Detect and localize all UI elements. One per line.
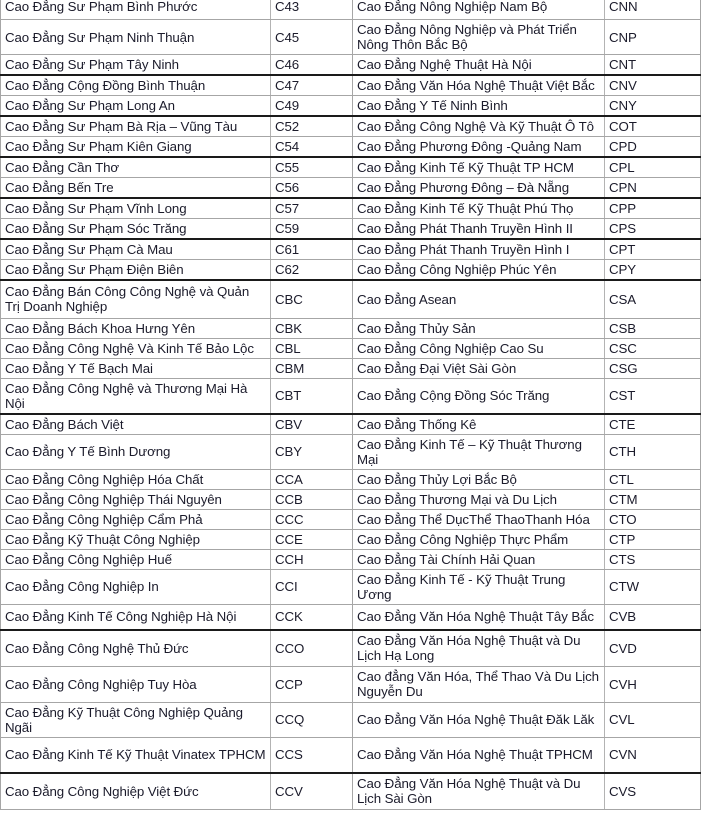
- table-row: [1, 20, 701, 55]
- cell-school-code-left: C61: [271, 239, 353, 260]
- cell-school-name-left: Cao Đẳng Bán Công Công Nghệ và Quản Trị Doanh Nghiệp: [1, 280, 271, 318]
- cell-school-code-right: COT: [605, 116, 701, 137]
- table-row: [1, 434, 701, 469]
- cell-school-name-left: Cao Đẳng Kỹ Thuật Công Nghiệp Quảng Ngãi: [1, 702, 271, 737]
- cell-school-name-left: Cao Đẳng Sư Phạm Ninh Thuận: [1, 20, 271, 55]
- cell-school-code-right: CPP: [605, 198, 701, 219]
- cell-school-code-left: C59: [271, 219, 353, 240]
- cell-school-name-left: Cao Đẳng Sư Phạm Cà Mau: [1, 239, 271, 260]
- cell-school-code-right: CSC: [605, 338, 701, 358]
- cell-school-name-left: Cao Đẳng Kinh Tế Công Nghiệp Hà Nội: [1, 604, 271, 630]
- cell-school-code-left: C46: [271, 55, 353, 76]
- table-row: [1, 178, 701, 199]
- cell-school-code-right: CTO: [605, 509, 701, 529]
- cell-school-code-left: CCA: [271, 469, 353, 489]
- cell-school-code-right: CTH: [605, 434, 701, 469]
- cell-school-code-right: CNP: [605, 20, 701, 55]
- table-row: [1, 702, 701, 737]
- cell-school-code-left: CBL: [271, 338, 353, 358]
- cell-school-name-right: Cao Đẳng Văn Hóa Nghệ Thuật TPHCM: [353, 737, 605, 773]
- cell-school-code-left: CCI: [271, 569, 353, 604]
- table-row: [1, 75, 701, 96]
- cell-school-code-right: CTE: [605, 414, 701, 435]
- table-row: [1, 116, 701, 137]
- cell-school-name-right: Cao Đẳng Nông Nghiệp Nam Bộ: [353, 0, 605, 20]
- cell-school-name-left: Cao Đẳng Y Tế Bình Dương: [1, 434, 271, 469]
- cell-school-name-left: Cao Đẳng Kỹ Thuật Công Nghiệp: [1, 529, 271, 549]
- cell-school-name-right: Cao Đẳng Đại Việt Sài Gòn: [353, 358, 605, 378]
- cell-school-name-right: Cao Đẳng Công Nghiệp Phúc Yên: [353, 260, 605, 281]
- table-row: [1, 529, 701, 549]
- table-row: [1, 489, 701, 509]
- cell-school-code-right: CNN: [605, 0, 701, 20]
- cell-school-code-right: CPS: [605, 219, 701, 240]
- table-row: [1, 198, 701, 219]
- cell-school-name-right: Cao Đẳng Nông Nghiệp và Phát Triển Nông Thôn Bắc Bộ: [353, 20, 605, 55]
- cell-school-code-right: CNY: [605, 96, 701, 117]
- cell-school-code-left: CCV: [271, 773, 353, 809]
- cell-school-code-right: CVN: [605, 737, 701, 773]
- table-row: [1, 358, 701, 378]
- table-row: [1, 630, 701, 666]
- cell-school-name-left: Cao Đẳng Sư Phạm Tây Ninh: [1, 55, 271, 76]
- cell-school-name-left: Cao Đẳng Sư Phạm Kiên Giang: [1, 137, 271, 158]
- cell-school-code-left: CCP: [271, 666, 353, 702]
- table-row: [1, 338, 701, 358]
- cell-school-name-right: Cao Đẳng Kinh Tế Kỹ Thuật TP HCM: [353, 157, 605, 178]
- cell-school-code-left: C43: [271, 0, 353, 20]
- cell-school-name-left: Cao Đẳng Sư Phạm Long An: [1, 96, 271, 117]
- cell-school-name-left: Cao Đẳng Công Nghiệp Huế: [1, 549, 271, 569]
- cell-school-code-right: CNV: [605, 75, 701, 96]
- cell-school-name-right: Cao Đẳng Cộng Đồng Sóc Trăng: [353, 378, 605, 414]
- cell-school-name-right: Cao Đẳng Văn Hóa Nghệ Thuật Việt Bắc: [353, 75, 605, 96]
- cell-school-code-right: CVD: [605, 630, 701, 666]
- table-row: [1, 219, 701, 240]
- cell-school-name-left: Cao Đẳng Công Nghiệp Tuy Hòa: [1, 666, 271, 702]
- table-row: [1, 509, 701, 529]
- table-row: [1, 469, 701, 489]
- cell-school-code-right: CSA: [605, 280, 701, 318]
- cell-school-name-right: Cao Đẳng Y Tế Ninh Bình: [353, 96, 605, 117]
- cell-school-code-left: CBC: [271, 280, 353, 318]
- cell-school-code-left: CBM: [271, 358, 353, 378]
- cell-school-code-left: C56: [271, 178, 353, 199]
- table-row: [1, 318, 701, 338]
- table-row: [1, 239, 701, 260]
- cell-school-code-right: CTL: [605, 469, 701, 489]
- cell-school-code-right: CTS: [605, 549, 701, 569]
- cell-school-name-right: Cao Đẳng Phát Thanh Truyền Hình II: [353, 219, 605, 240]
- cell-school-name-left: Cao Đẳng Cộng Đồng Bình Thuận: [1, 75, 271, 96]
- cell-school-code-right: CTM: [605, 489, 701, 509]
- cell-school-code-right: CPD: [605, 137, 701, 158]
- cell-school-name-left: Cao Đẳng Công Nghệ Và Kinh Tế Bảo Lộc: [1, 338, 271, 358]
- cell-school-name-right: Cao Đẳng Công Nghiệp Thực Phẩm: [353, 529, 605, 549]
- cell-school-name-right: Cao Đẳng Văn Hóa Nghệ Thuật và Du Lịch Hạ Long: [353, 630, 605, 666]
- cell-school-name-right: Cao Đẳng Kinh Tế - Kỹ Thuật Trung Ương: [353, 569, 605, 604]
- cell-school-name-left: Cao Đẳng Công Nghiệp Thái Nguyên: [1, 489, 271, 509]
- cell-school-name-right: Cao đẳng Văn Hóa, Thể Thao Và Du Lịch Nguyễn Du: [353, 666, 605, 702]
- table-row: [1, 0, 701, 20]
- cell-school-code-left: CCK: [271, 604, 353, 630]
- cell-school-code-right: CPN: [605, 178, 701, 199]
- cell-school-name-left: Cao Đẳng Công Nghệ Thủ Đức: [1, 630, 271, 666]
- cell-school-code-left: CBT: [271, 378, 353, 414]
- table-row: [1, 737, 701, 773]
- cell-school-code-left: C49: [271, 96, 353, 117]
- cell-school-name-right: Cao Đẳng Thương Mại và Du Lịch: [353, 489, 605, 509]
- cell-school-name-right: Cao Đẳng Kinh Tế – Kỹ Thuật Thương Mại: [353, 434, 605, 469]
- cell-school-code-left: C62: [271, 260, 353, 281]
- cell-school-name-left: Cao Đẳng Sư Phạm Bình Phước: [1, 0, 271, 20]
- cell-school-code-left: C52: [271, 116, 353, 137]
- table-row: [1, 260, 701, 281]
- cell-school-name-right: Cao Đẳng Văn Hóa Nghệ Thuật Tây Bắc: [353, 604, 605, 630]
- table-row: [1, 604, 701, 630]
- cell-school-name-right: Cao Đẳng Nghệ Thuật Hà Nội: [353, 55, 605, 76]
- cell-school-name-right: Cao Đẳng Văn Hóa Nghệ Thuật và Du Lịch Sài Gòn: [353, 773, 605, 809]
- cell-school-name-right: Cao Đẳng Thủy Lợi Bắc Bộ: [353, 469, 605, 489]
- cell-school-name-right: Cao Đẳng Thống Kê: [353, 414, 605, 435]
- cell-school-name-right: Cao Đẳng Kinh Tế Kỹ Thuật Phú Thọ: [353, 198, 605, 219]
- cell-school-code-right: CSB: [605, 318, 701, 338]
- cell-school-name-right: Cao Đẳng Phương Đông – Đà Nẵng: [353, 178, 605, 199]
- cell-school-code-right: CPY: [605, 260, 701, 281]
- table-row: [1, 378, 701, 414]
- cell-school-code-left: CBK: [271, 318, 353, 338]
- cell-school-name-right: Cao Đẳng Phương Đông -Quảng Nam: [353, 137, 605, 158]
- cell-school-code-left: CCB: [271, 489, 353, 509]
- cell-school-code-right: CVH: [605, 666, 701, 702]
- cell-school-code-right: CTW: [605, 569, 701, 604]
- table-row: [1, 414, 701, 435]
- cell-school-name-left: Cao Đẳng Sư Phạm Điện Biên: [1, 260, 271, 281]
- cell-school-code-left: CCH: [271, 549, 353, 569]
- cell-school-code-left: CBV: [271, 414, 353, 435]
- cell-school-code-right: CTP: [605, 529, 701, 549]
- cell-school-code-left: C55: [271, 157, 353, 178]
- cell-school-code-left: C47: [271, 75, 353, 96]
- cell-school-name-right: Cao Đẳng Phát Thanh Truyền Hình I: [353, 239, 605, 260]
- cell-school-code-left: C54: [271, 137, 353, 158]
- cell-school-name-left: Cao Đẳng Cần Thơ: [1, 157, 271, 178]
- cell-school-name-left: Cao Đẳng Sư Phạm Vĩnh Long: [1, 198, 271, 219]
- table-row: [1, 549, 701, 569]
- cell-school-code-left: CCS: [271, 737, 353, 773]
- table-row: [1, 569, 701, 604]
- cell-school-name-left: Cao Đẳng Công Nghiệp Hóa Chất: [1, 469, 271, 489]
- cell-school-code-left: CCE: [271, 529, 353, 549]
- cell-school-name-left: Cao Đẳng Sư Phạm Bà Rịa – Vũng Tàu: [1, 116, 271, 137]
- cell-school-name-right: Cao Đẳng Công Nghiệp Cao Su: [353, 338, 605, 358]
- cell-school-name-right: Cao Đẳng Thể DụcThể ThaoThanh Hóa: [353, 509, 605, 529]
- cell-school-name-right: Cao Đẳng Asean: [353, 280, 605, 318]
- table-row: [1, 55, 701, 76]
- cell-school-name-right: Cao Đẳng Công Nghệ Và Kỹ Thuật Ô Tô: [353, 116, 605, 137]
- cell-school-code-left: CBY: [271, 434, 353, 469]
- cell-school-name-left: Cao Đẳng Y Tế Bạch Mai: [1, 358, 271, 378]
- cell-school-code-right: CVB: [605, 604, 701, 630]
- cell-school-code-left: C45: [271, 20, 353, 55]
- table-row: [1, 773, 701, 809]
- cell-school-name-right: Cao Đẳng Văn Hóa Nghệ Thuật Đăk Lăk: [353, 702, 605, 737]
- table-row: [1, 137, 701, 158]
- cell-school-name-right: Cao Đẳng Tài Chính Hải Quan: [353, 549, 605, 569]
- cell-school-name-left: Cao Đẳng Kinh Tế Kỹ Thuật Vinatex TPHCM: [1, 737, 271, 773]
- cell-school-code-left: C57: [271, 198, 353, 219]
- cell-school-code-left: CCO: [271, 630, 353, 666]
- cell-school-code-right: CPT: [605, 239, 701, 260]
- cell-school-code-left: CCC: [271, 509, 353, 529]
- cell-school-code-right: CST: [605, 378, 701, 414]
- cell-school-name-right: Cao Đẳng Thủy Sản: [353, 318, 605, 338]
- cell-school-code-right: CVL: [605, 702, 701, 737]
- cell-school-name-left: Cao Đẳng Công Nghệ và Thương Mại Hà Nội: [1, 378, 271, 414]
- table-row: [1, 666, 701, 702]
- table-row: [1, 280, 701, 318]
- cell-school-name-left: Cao Đẳng Bách Khoa Hưng Yên: [1, 318, 271, 338]
- cell-school-code-right: CNT: [605, 55, 701, 76]
- table-row: [1, 157, 701, 178]
- cell-school-code-right: CSG: [605, 358, 701, 378]
- cell-school-code-right: CPL: [605, 157, 701, 178]
- cell-school-name-left: Cao Đẳng Bến Tre: [1, 178, 271, 199]
- cell-school-name-left: Cao Đẳng Công Nghiệp Cẩm Phả: [1, 509, 271, 529]
- cell-school-name-left: Cao Đẳng Bách Việt: [1, 414, 271, 435]
- cell-school-name-left: Cao Đẳng Công Nghiệp In: [1, 569, 271, 604]
- cell-school-code-left: CCQ: [271, 702, 353, 737]
- cell-school-name-left: Cao Đẳng Sư Phạm Sóc Trăng: [1, 219, 271, 240]
- table-row: [1, 96, 701, 117]
- cell-school-name-left: Cao Đẳng Công Nghiệp Việt Đức: [1, 773, 271, 809]
- cell-school-code-right: CVS: [605, 773, 701, 809]
